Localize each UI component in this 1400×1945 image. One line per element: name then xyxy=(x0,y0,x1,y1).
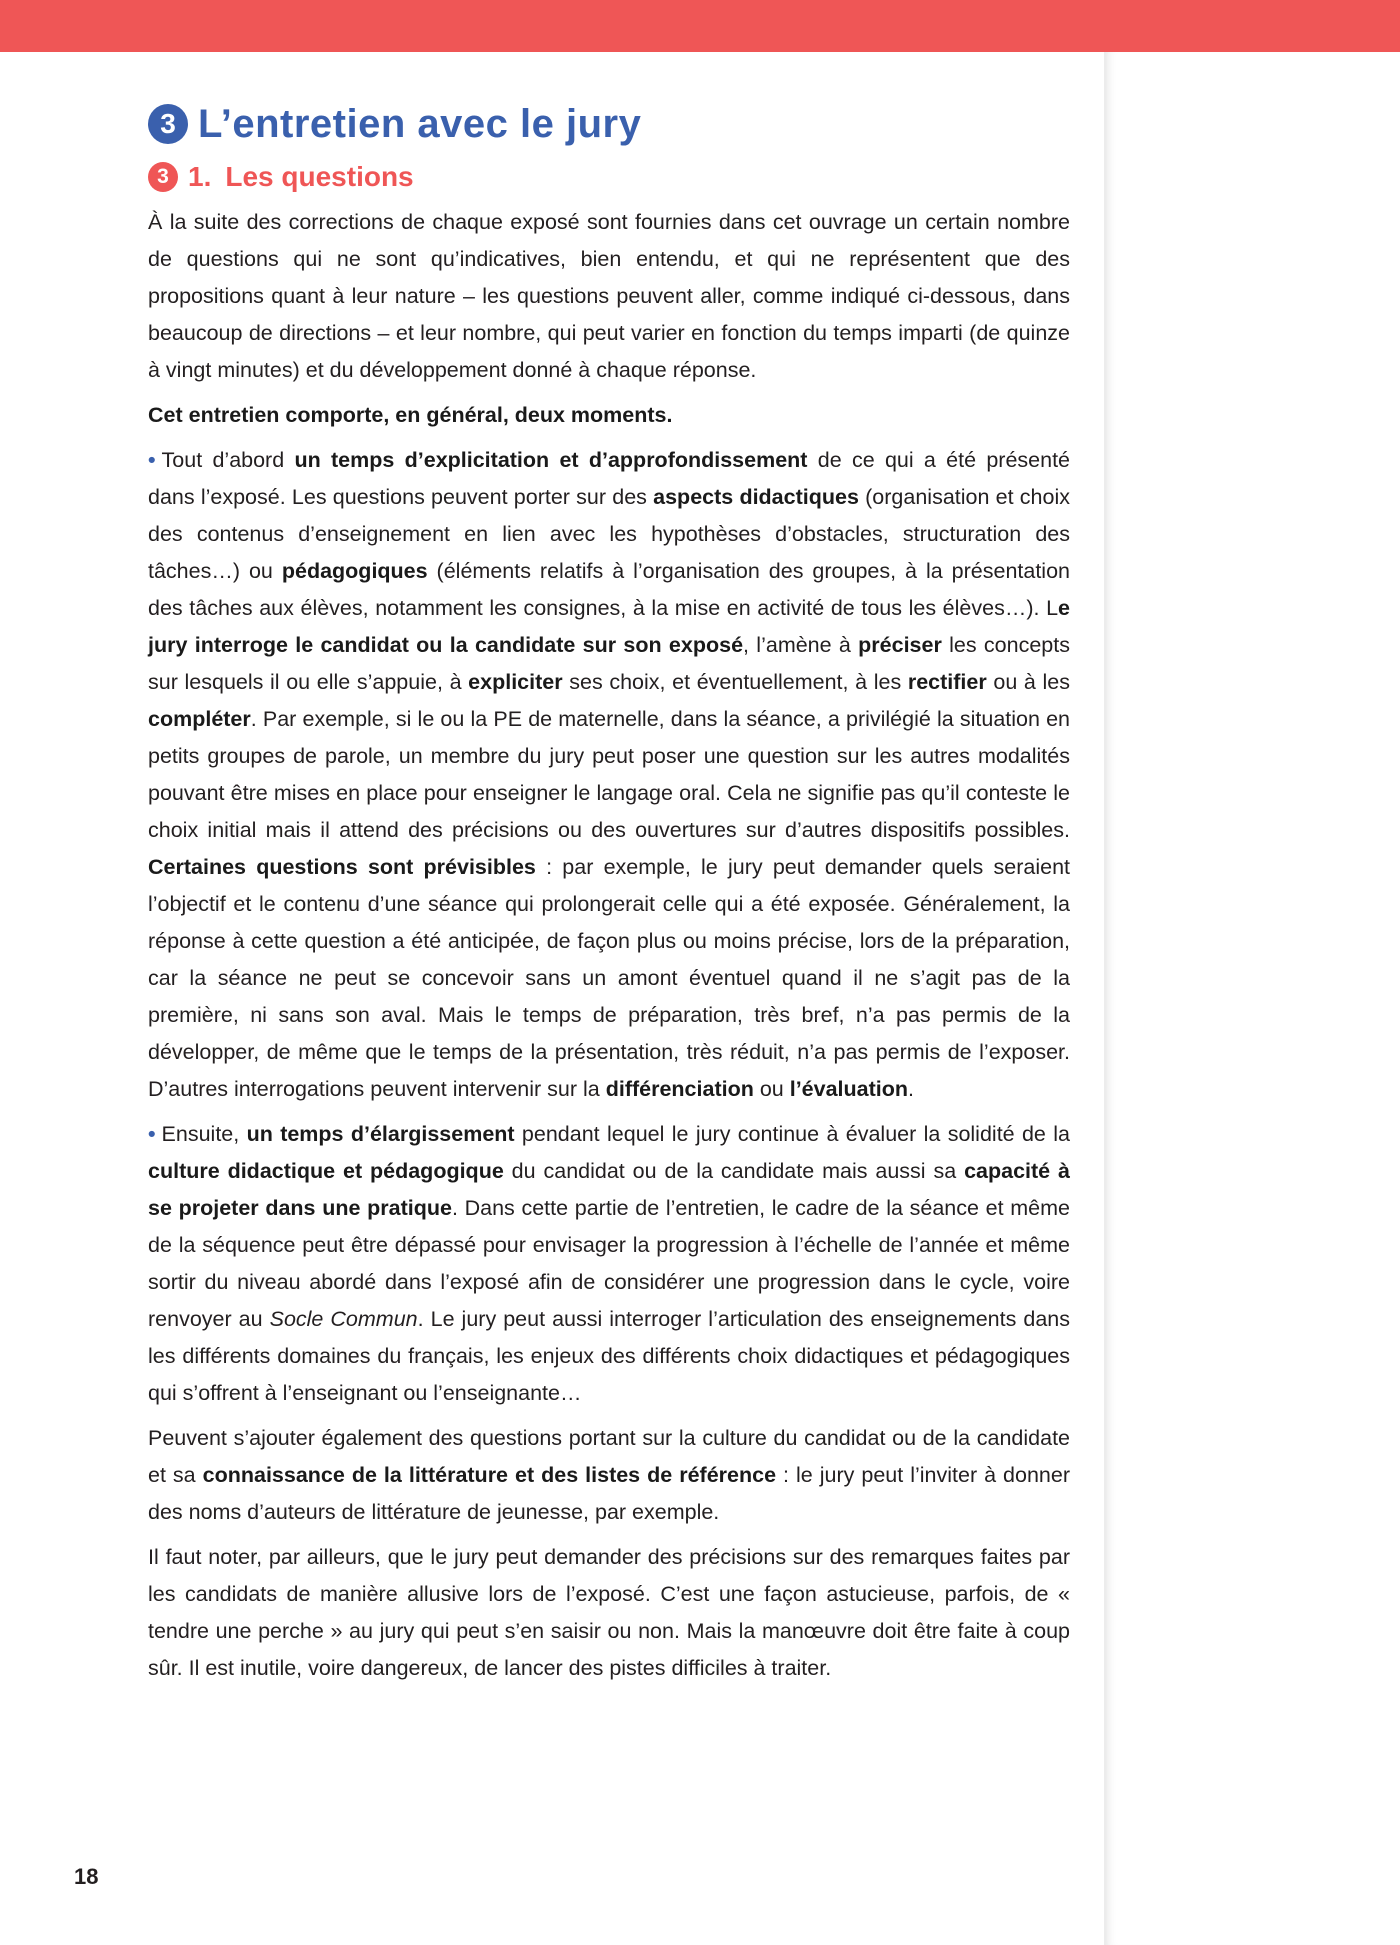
subsection-badge: 3 xyxy=(148,162,178,192)
section-title: L’entretien avec le jury xyxy=(198,101,642,146)
paragraph-remarks: Il faut noter, par ailleurs, que le jury peut demander des précisions sur des remarques faites par les candidats de manière allusive lors de l’exposé. C’est une façon astucieuse, parfois, de « tendre une perche » au jury qui peut s’en saisir ou non. Mais la manœuvre doit être faite à coup sûr. Il est inutile, voire dangereux, de lancer des pistes difficiles à traiter. xyxy=(148,1545,1070,1680)
subsection-number: 1. xyxy=(188,161,212,192)
subsection-title: Les questions xyxy=(225,161,414,192)
bullet-icon: • xyxy=(148,448,156,472)
paragraph-second-moment: • Ensuite, un temps d’élargissement pendant lequel le jury continue à évaluer la solidité de la culture didactique et pédagogique du candidat ou de la candidate mais aussi sa capacité à se projeter dans une pratique. Dans cette partie de l’entretien, le cadre de la séance et même de la séquence peut être dépassé pour envisager la progression à l’échelle de l’année et même sortir du niveau abordé dans l’exposé afin de considérer une progression dans le cycle, voire renvoyer au Socle Commun. Le jury peut aussi interroger l’articulation des enseignements dans les différents domaines du français, les enjeux des différents choix didactiques et pédagogiques qui s’offrent à l’enseignant ou l’enseignante… xyxy=(148,1122,1070,1405)
section-number-badge: 3 xyxy=(148,104,188,144)
paragraph-intro: À la suite des corrections de chaque exposé sont fournies dans cet ouvrage un certain nombre de questions qui ne sont qu’indicatives, bien entendu, et qui ne représentent que des propositions quant à leur nature – les questions peuvent aller, comme indiqué ci-dessous, dans beaucoup de directions – et leur nombre, qui peut varier en fonction du temps imparti (de quinze à vingt minutes) et du développement donné à chaque réponse. xyxy=(148,210,1070,382)
page-content xyxy=(148,98,1070,1695)
right-margin-column xyxy=(1104,52,1400,1945)
paragraph-culture: Peuvent s’ajouter également des questions portant sur la culture du candidat ou de la candidate et sa connaissance de la littérature et des listes de référence : le jury peut l’inviter à donner des noms d’auteurs de littérature de jeunesse, par exemple. xyxy=(148,1426,1070,1524)
page-number: 18 xyxy=(74,1864,99,1889)
paragraph-two-moments xyxy=(148,397,1070,434)
subsection-heading xyxy=(148,158,1070,196)
bullet-icon: • xyxy=(148,1122,156,1146)
section-heading xyxy=(148,98,1070,150)
paragraph-first-moment: • Tout d’abord un temps d’explicitation et d’approfondissement de ce qui a été présenté dans l’exposé. Les questions peuvent porter sur des aspects didactiques (organisation et choix des contenus d’enseignement en lien avec les hypothèses d’obstacles, structuration des tâches…) ou pédagogiques (éléments relatifs à l’organisation des groupes, à la présentation des tâches aux élèves, notamment les consignes, à la mise en activité de tous les élèves…). Le jury interroge le candidat ou la candidate sur son exposé, l’amène à préciser les concepts sur lesquels il ou elle s’appuie, à expliciter ses choix, et éventuellement, à les rectifier ou à les compléter. Par exemple, si le ou la PE de maternelle, dans la séance, a privilégié la situation en petits groupes de parole, un membre du jury peut poser une question sur les autres modalités pouvant être mises en place pour enseigner le langage oral. Cela ne signifie pas qu’il conteste le choix initial mais il attend des précisions ou des ouvertures sur d’autres dispositifs possibles. Certaines questions sont prévisibles : par exemple, le jury peut demander quels seraient l’objectif et le contenu d’une séance qui prolongerait celle qui a été exposée. Généralement, la réponse à cette question a été anticipée, de façon plus ou moins précise, lors de la préparation, car la séance ne peut se concevoir sans un amont éventuel quand il ne s’agit pas de la première, ni sans son aval. Mais le temps de préparation, très bref, n’a pas permis de la développer, de même que le temps de la présentation, très réduit, n’a pas permis de l’exposer. D’autres interrogations peuvent intervenir sur la différenciation ou l’évaluation. xyxy=(148,448,1071,1101)
top-color-band xyxy=(0,0,1400,52)
bold-text: Cet entretien comporte, en général, deux moments. xyxy=(148,403,673,427)
